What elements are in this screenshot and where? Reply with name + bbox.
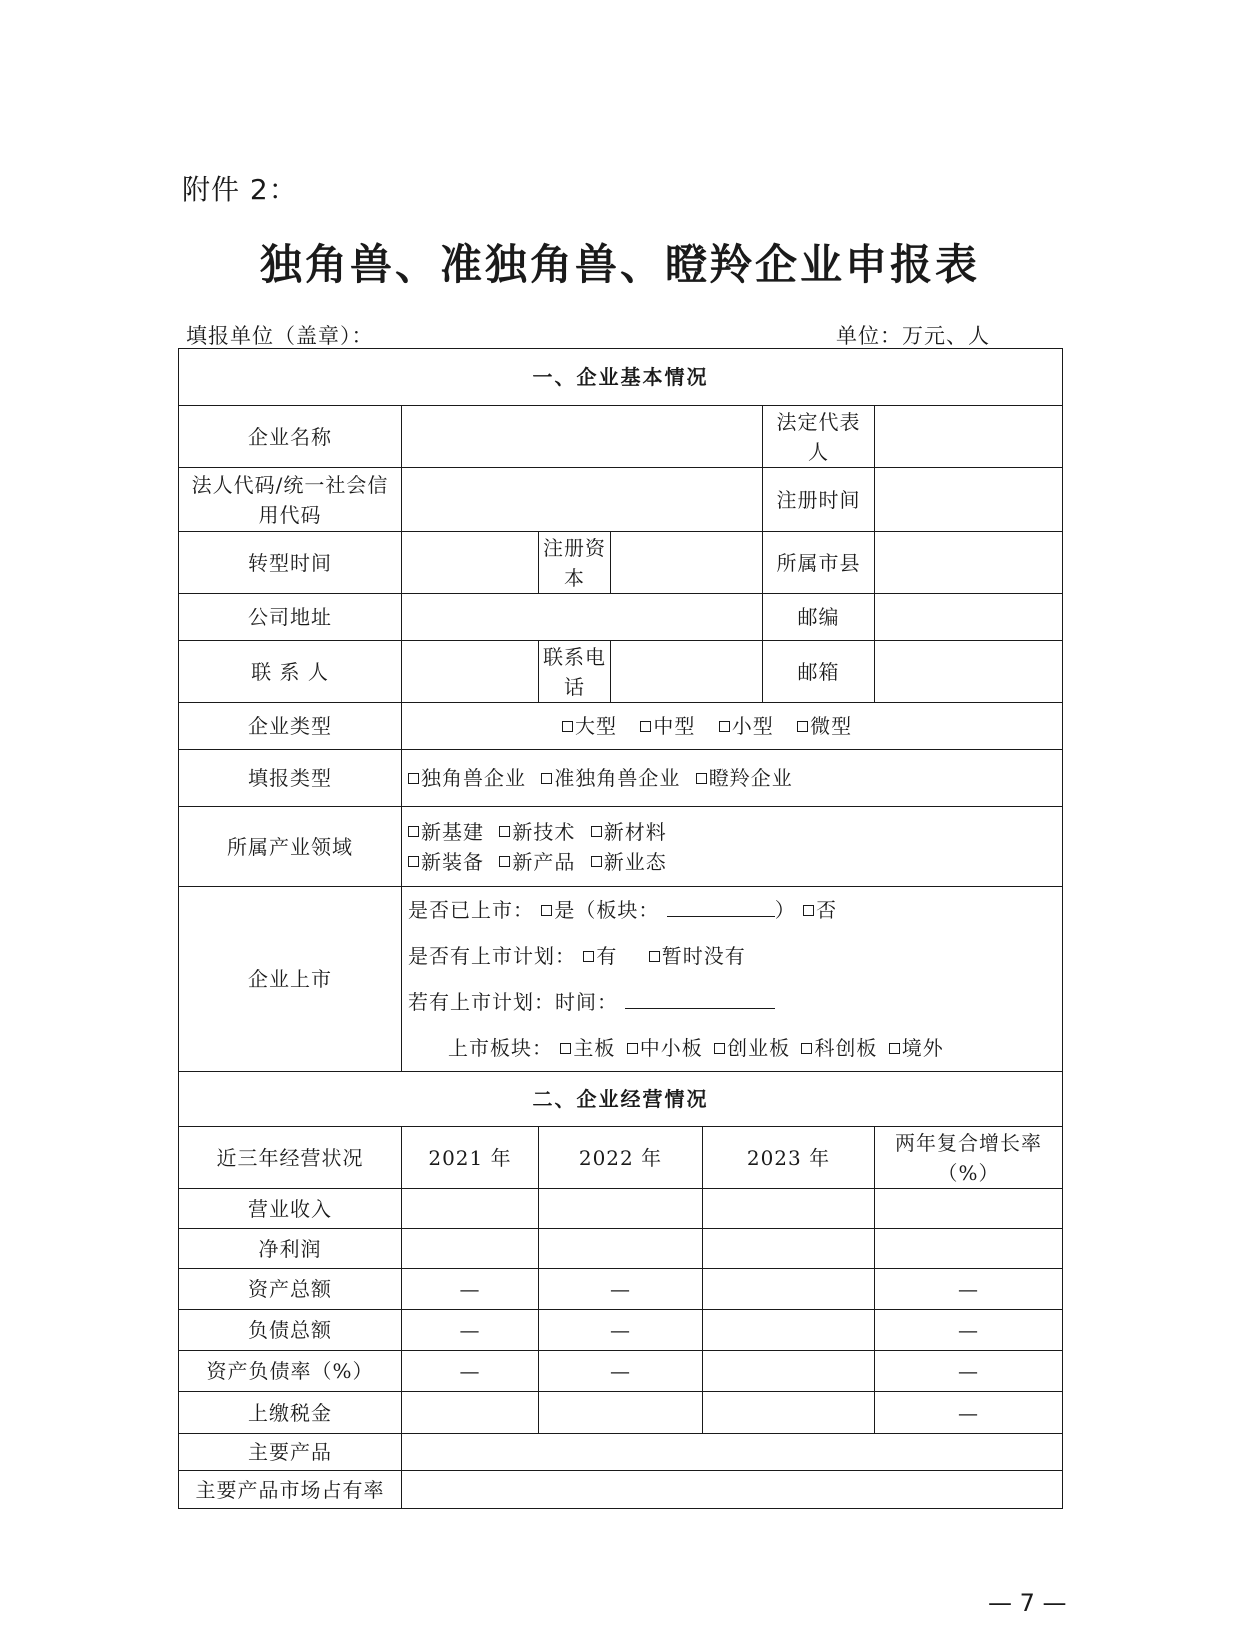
reg-time-field[interactable]: [875, 468, 1063, 532]
city-field[interactable]: [875, 532, 1063, 594]
address-label: 公司地址: [179, 594, 402, 641]
cell-2022[interactable]: [539, 1392, 703, 1434]
cell-2022[interactable]: [539, 1189, 703, 1229]
company-name-label: 企业名称: [179, 406, 402, 468]
option-large[interactable]: 大型: [562, 714, 617, 738]
cell-2023[interactable]: [703, 1392, 875, 1434]
listed-yes-option[interactable]: 是（板块：: [541, 898, 659, 922]
option-new-material[interactable]: 新材料: [591, 820, 667, 844]
option-quasi-unicorn[interactable]: 准独角兽企业: [541, 766, 680, 790]
attachment-label: 附件 2：: [182, 173, 298, 206]
table-row: [179, 1269, 1063, 1310]
reg-capital-field[interactable]: [611, 532, 763, 594]
cell-2022[interactable]: [539, 1229, 703, 1269]
checkbox-icon: [583, 951, 594, 962]
industry-options: [402, 807, 1063, 887]
postcode-field[interactable]: [875, 594, 1063, 641]
listed-board-blank[interactable]: [667, 916, 775, 917]
checkbox-icon: [640, 721, 651, 732]
cell-2023[interactable]: [703, 1189, 875, 1229]
market-share-label: 主要产品市场占有率: [179, 1471, 402, 1509]
cell-2023[interactable]: [703, 1351, 875, 1392]
board-line: 上市板块： 主板 中小板 创业板 科创板 境外: [448, 1036, 944, 1060]
option-micro[interactable]: 微型: [797, 714, 852, 738]
plan-yes-option[interactable]: 有: [583, 944, 617, 968]
unit-label: 单位：万元、人: [836, 324, 990, 348]
cell-2022: —: [539, 1310, 703, 1351]
year-2023-header: 2023 年: [703, 1127, 875, 1189]
cell-cagr[interactable]: [875, 1189, 1063, 1229]
checkbox-icon: [591, 826, 602, 837]
checkbox-icon: [719, 721, 730, 732]
checkbox-icon: [541, 905, 552, 916]
checkbox-icon: [627, 1043, 638, 1054]
row-label-debt-ratio: 资产负债率（%）: [179, 1351, 402, 1392]
market-share-field[interactable]: [402, 1471, 1063, 1509]
year-2022-header: 2022 年: [539, 1127, 703, 1189]
checkbox-icon: [408, 856, 419, 867]
checkbox-icon: [801, 1043, 812, 1054]
cell-2021: —: [402, 1351, 539, 1392]
checkbox-icon: [560, 1043, 571, 1054]
address-field[interactable]: [402, 594, 763, 641]
listed-no-option[interactable]: 否: [803, 898, 837, 922]
option-new-equipment[interactable]: 新装备: [408, 850, 484, 874]
cell-2021: —: [402, 1269, 539, 1310]
cell-2023[interactable]: [703, 1310, 875, 1351]
cell-2021[interactable]: [402, 1229, 539, 1269]
option-new-infra[interactable]: 新基建: [408, 820, 484, 844]
listing-details: [402, 887, 1063, 1072]
company-type-options: [402, 703, 1063, 750]
option-medium[interactable]: 中型: [640, 714, 695, 738]
board-star-option[interactable]: 科创板: [801, 1036, 877, 1060]
row-label-total-assets: 资产总额: [179, 1269, 402, 1310]
checkbox-icon: [649, 951, 660, 962]
main-products-label: 主要产品: [179, 1434, 402, 1471]
cell-2022: —: [539, 1269, 703, 1310]
plan-line: 是否有上市计划： 有 暂时没有: [408, 944, 746, 968]
industry-label: 所属产业领域: [179, 807, 402, 887]
board-overseas-option[interactable]: 境外: [889, 1036, 944, 1060]
listing-label: 企业上市: [179, 887, 402, 1072]
option-new-product[interactable]: 新产品: [499, 850, 575, 874]
option-new-tech[interactable]: 新技术: [499, 820, 575, 844]
cell-cagr: —: [875, 1310, 1063, 1351]
plan-no-option[interactable]: 暂时没有: [649, 944, 746, 968]
table-row: [179, 1189, 1063, 1229]
option-new-business[interactable]: 新业态: [591, 850, 667, 874]
email-field[interactable]: [875, 641, 1063, 703]
checkbox-icon: [408, 773, 419, 784]
reg-time-label: 注册时间: [763, 468, 875, 532]
cell-2021: —: [402, 1310, 539, 1351]
option-gazelle[interactable]: 瞪羚企业: [696, 766, 793, 790]
checkbox-icon: [591, 856, 602, 867]
legal-rep-field[interactable]: [875, 406, 1063, 468]
cell-cagr: —: [875, 1392, 1063, 1434]
company-name-field[interactable]: [402, 406, 763, 468]
contact-label: 联 系 人: [179, 641, 402, 703]
reg-capital-label: 注册资本: [539, 532, 611, 594]
main-products-field[interactable]: [402, 1434, 1063, 1471]
option-unicorn[interactable]: 独角兽企业: [408, 766, 526, 790]
row-label-total-liabilities: 负债总额: [179, 1310, 402, 1351]
option-small[interactable]: 小型: [719, 714, 774, 738]
checkbox-icon: [714, 1043, 725, 1054]
company-type-label: 企业类型: [179, 703, 402, 750]
checkbox-icon: [408, 826, 419, 837]
cell-2021[interactable]: [402, 1189, 539, 1229]
table-row: [179, 1392, 1063, 1434]
year-2021-header: 2021 年: [402, 1127, 539, 1189]
table-row: [179, 1310, 1063, 1351]
checkbox-icon: [499, 856, 510, 867]
application-form: [178, 348, 1063, 1509]
board-sme-option[interactable]: 中小板: [627, 1036, 703, 1060]
legal-rep-label: 法定代表人: [763, 406, 875, 468]
board-main-option[interactable]: 主板: [560, 1036, 615, 1060]
plan-time-blank[interactable]: [625, 1008, 775, 1009]
plan-time-line: 若有上市计划：时间：: [408, 979, 1058, 1025]
cell-cagr: —: [875, 1269, 1063, 1310]
ops-header-label: 近三年经营状况: [179, 1127, 402, 1189]
page-title: 独角兽、准独角兽、瞪羚企业申报表: [259, 240, 980, 289]
checkbox-icon: [562, 721, 573, 732]
transform-time-label: 转型时间: [179, 532, 402, 594]
page-number: — 7 —: [988, 1589, 1067, 1617]
transform-time-field[interactable]: [402, 532, 539, 594]
cell-2022: —: [539, 1351, 703, 1392]
checkbox-icon: [889, 1043, 900, 1054]
checkbox-icon: [696, 773, 707, 784]
phone-label: 联系电话: [539, 641, 611, 703]
credit-code-field[interactable]: [402, 468, 763, 532]
table-row: [179, 1229, 1063, 1269]
contact-field[interactable]: [402, 641, 539, 703]
section1-title: 一、企业基本情况: [179, 349, 1063, 406]
row-label-net-profit: 净利润: [179, 1229, 402, 1269]
city-label: 所属市县: [763, 532, 875, 594]
checkbox-icon: [499, 826, 510, 837]
report-type-label: 填报类型: [179, 750, 402, 807]
row-label-revenue: 营业收入: [179, 1189, 402, 1229]
phone-field[interactable]: [611, 641, 763, 703]
report-type-options: [402, 750, 1063, 807]
listed-line: 是否已上市： 是（板块： ） 否: [408, 898, 838, 922]
row-label-tax: 上缴税金: [179, 1392, 402, 1434]
checkbox-icon: [797, 721, 808, 732]
checkbox-icon: [541, 773, 552, 784]
cell-cagr[interactable]: [875, 1229, 1063, 1269]
cell-2023[interactable]: [703, 1229, 875, 1269]
board-gem-option[interactable]: 创业板: [714, 1036, 790, 1060]
cell-2021[interactable]: [402, 1392, 539, 1434]
cell-2023[interactable]: [703, 1269, 875, 1310]
checkbox-icon: [803, 905, 814, 916]
table-row: [179, 1351, 1063, 1392]
cell-cagr: —: [875, 1351, 1063, 1392]
credit-code-label: 法人代码/统一社会信用代码: [179, 468, 402, 532]
email-label: 邮箱: [763, 641, 875, 703]
postcode-label: 邮编: [763, 594, 875, 641]
filler-label: 填报单位（盖章）：: [186, 324, 374, 348]
cagr-header: 两年复合增长率（%）: [875, 1127, 1063, 1189]
section2-title: 二、企业经营情况: [179, 1072, 1063, 1127]
